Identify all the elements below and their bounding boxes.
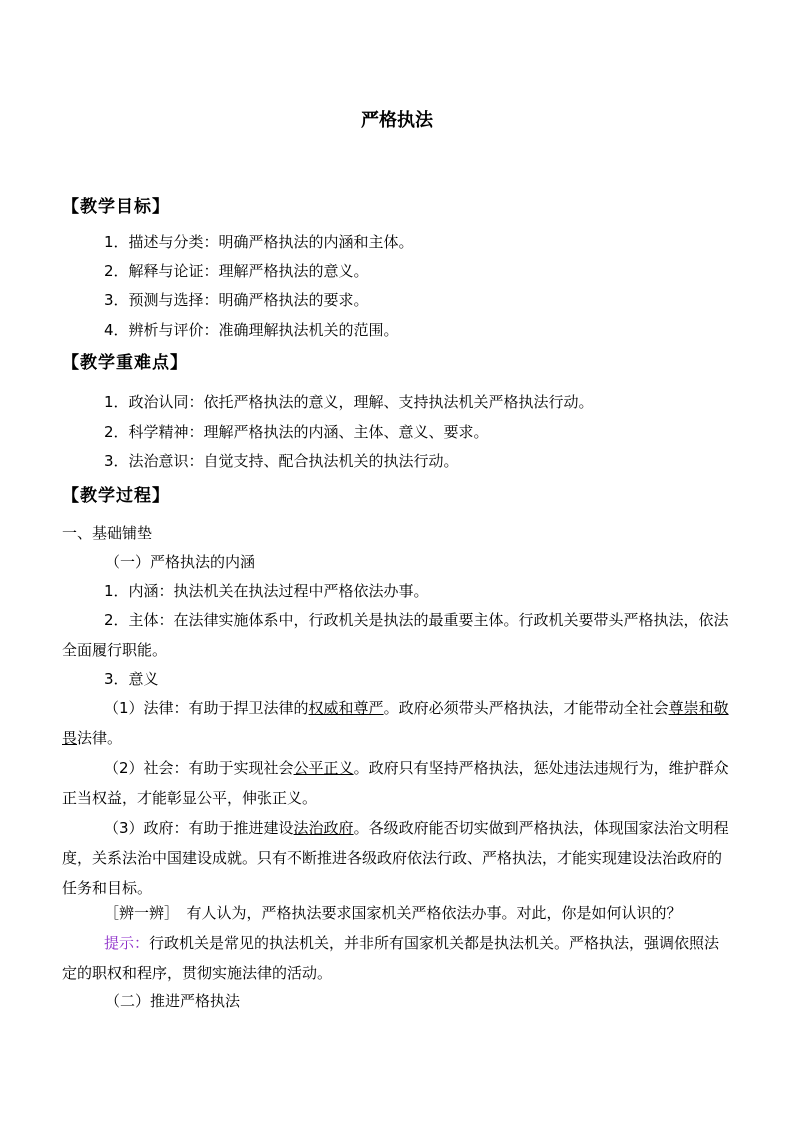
society-underline-justice: 公平正义 (293, 759, 354, 777)
government-prefix: （3）政府：有助于推进建设 (104, 819, 294, 837)
significance-label: 3．意义 (104, 670, 159, 688)
significance-government-paragraph (62, 813, 734, 903)
law-underline-respect: 尊崇和敬畏 (62, 699, 729, 747)
key-point-item-1: 1．政治认同：依托严格执法的意义，理解、支持执法机关严格执法行动。 (104, 393, 594, 411)
goal-item-3: 3．预测与选择：明确严格执法的要求。 (104, 291, 369, 309)
hint-paragraph (62, 928, 734, 988)
law-suffix: 法律。 (77, 729, 123, 747)
society-suffix: 。政府只有坚持严格执法，惩处违法违规行为，维护群众正当权益，才能彰显公平，伸张正义。 (62, 759, 729, 807)
page-title: 严格执法 (361, 110, 433, 131)
key-point-item-2: 2．科学精神：理解严格执法的内涵、主体、意义、要求。 (104, 423, 489, 441)
goal-item-1: 1．描述与分类：明确严格执法的内涵和主体。 (104, 233, 414, 251)
discussion-question: ［辨一辨］ 有人认为，严格执法要求国家机关严格依法办事。对此，你是如何认识的？ (104, 904, 682, 922)
connotation-paragraph: 1．内涵：执法机关在执法过程中严格依法办事。 (104, 582, 429, 600)
law-prefix: （1）法律：有助于捍卫法律的 (104, 699, 309, 717)
key-point-item-3: 3．法治意识：自觉支持、配合执法机关的执法行动。 (104, 452, 459, 470)
section-basic-foundation: 一、基础铺垫 (62, 524, 153, 542)
hint-label: 提示： (104, 934, 150, 952)
law-middle: 。政府必须带头严格执法，才能带动全社会 (383, 699, 669, 717)
government-underline-rule-of-law: 法治政府 (293, 819, 354, 837)
goal-item-2: 2．解释与论证：理解严格执法的意义。 (104, 262, 369, 280)
significance-law-paragraph (62, 693, 734, 753)
law-underline-authority: 权威和尊严 (308, 699, 384, 717)
subsection-promote-enforcement: （二）推进严格执法 (105, 992, 241, 1010)
heading-key-points: 【教学重难点】 (62, 353, 188, 373)
subject-paragraph: 2．主体：在法律实施体系中，行政机关是执法的最重要主体。行政机关要带头严格执法，依法全面履行职能。 (62, 611, 729, 659)
heading-teaching-process: 【教学过程】 (62, 486, 170, 506)
goal-item-4: 4．辨析与评价：准确理解执法机关的范围。 (104, 321, 399, 339)
significance-society-paragraph (62, 753, 734, 813)
subsection-connotation: （一）严格执法的内涵 (105, 553, 256, 571)
society-prefix: （2）社会：有助于实现社会 (104, 759, 294, 777)
government-suffix: 。各级政府能否切实做到严格执法，体现国家法治文明程度，关系法治中国建设成就。只有不断推进各级政府依法行政、严格执法，才能实现建设法治政府的任务和目标。 (62, 819, 729, 897)
heading-teaching-goals: 【教学目标】 (62, 197, 170, 217)
hint-text: 行政机关是常见的执法机关，并非所有国家机关都是执法机关。严格执法，强调依照法定的职权和程序，贯彻实施法律的活动。 (62, 934, 720, 982)
